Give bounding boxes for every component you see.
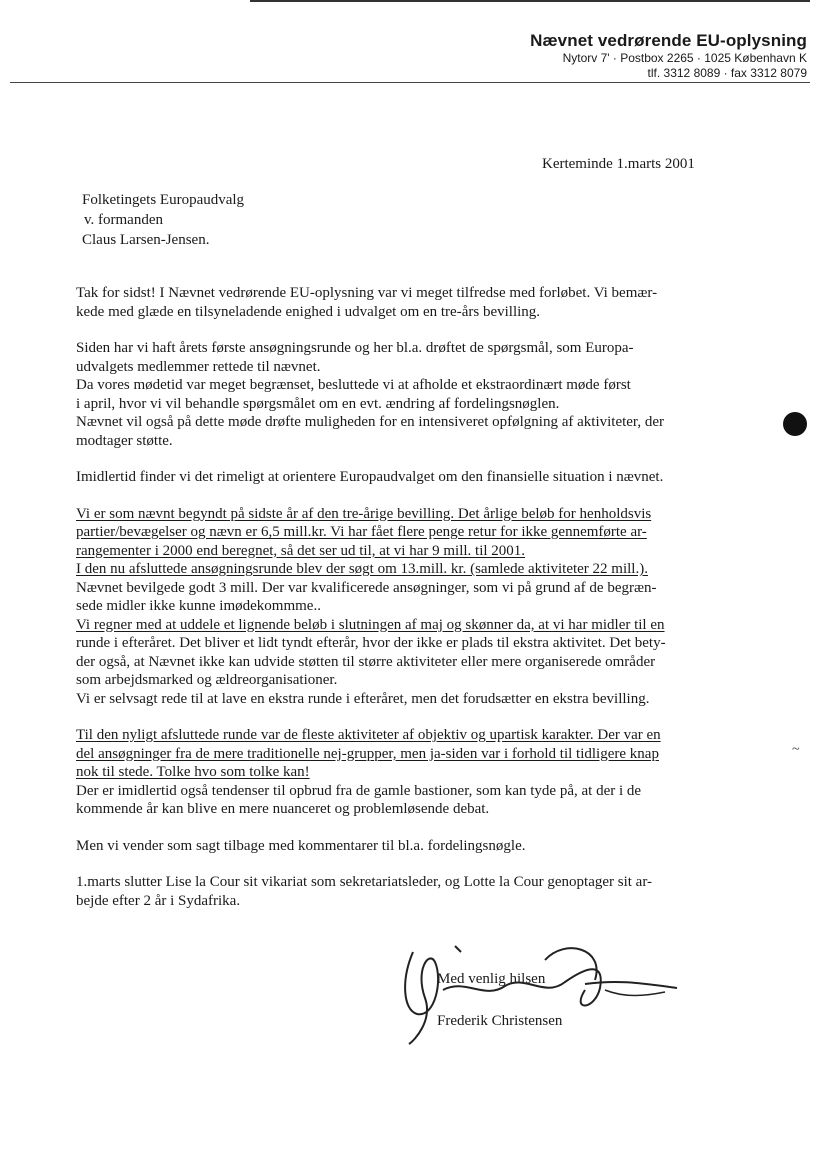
recipient-block bbox=[82, 190, 244, 250]
text-line: Vi er som nævnt begyndt på sidste år af den tre-årige bevilling. Det årlige beløb for henholdsvis bbox=[76, 505, 652, 522]
text-line: Til den nyligt afsluttede runde var de fleste aktiviteter af objektiv og upartisk karakter. Der var en bbox=[76, 727, 661, 743]
text-line: kede med glæde en tilsyneladende enighed i udvalget om en tre-års bevilling. bbox=[76, 303, 541, 320]
text-line: rangementer i 2000 end beregnet, så det ser ud til, at vi har 9 mill. til 2001. bbox=[76, 542, 526, 559]
scan-speck: ~ bbox=[792, 742, 800, 757]
text-line: 1.marts slutter Lise la Cour sit vikariat som sekretariatsleder, og Lotte la Cour genoptager sit ar- bbox=[76, 874, 653, 890]
org-address: Nytorv 7' · Postbox 2265 · 1025 København K bbox=[562, 51, 807, 65]
text-line: Siden har vi haft årets første ansøgningsrunde og her bl.a. drøftet de spørgsmål, som Europa- bbox=[76, 340, 634, 356]
text-line: Tak for sidst! I Nævnet vedrørende EU-oplysning var vi meget tilfredse med forløbet. Vi bemær- bbox=[76, 285, 658, 301]
text-line: Nævnet vil også på dette møde drøfte muligheden for en intensiveret opfølgning af aktiviteter, der bbox=[76, 414, 664, 430]
paragraph-1 bbox=[76, 284, 756, 321]
closing-greeting: Med venlig hilsen bbox=[437, 971, 546, 987]
text-line: Da vores mødetid var meget begrænset, besluttede vi at afholde et ekstraordinært møde først bbox=[76, 377, 631, 393]
text-line: kommende år kan blive en mere nuanceret og problemløsende debat. bbox=[76, 801, 490, 817]
text-line: bejde efter 2 år i Sydafrika. bbox=[76, 892, 241, 909]
paragraph-5 bbox=[76, 726, 756, 819]
paragraph-4 bbox=[76, 505, 756, 709]
signer-name: Frederik Christensen bbox=[437, 1013, 563, 1029]
top-edge-rule bbox=[250, 0, 810, 2]
text-line: Men vi vender som sagt tilbage med kommentarer til bl.a. fordelingsnøgle. bbox=[76, 837, 526, 854]
text-line: partier/bevægelser og nævn er 6,5 mill.kr. Vi har fået flere penge retur for ikke gennemførte ar- bbox=[76, 524, 647, 540]
org-name: Nævnet vedrørende EU-oplysning bbox=[530, 31, 807, 50]
text-line: I den nu afsluttede ansøgningsrunde blev der søgt om 13.mill. kr. (samlede aktiviteter 22 mill.). bbox=[76, 561, 648, 577]
text-line: del ansøgninger fra de mere traditionelle nej-grupper, men ja-siden var i forhold til tidligere knap bbox=[76, 745, 659, 762]
text-line: Der er imidlertid også tendenser til opbrud fra de gamle bastioner, som kan tyde på, at der i de bbox=[76, 782, 642, 799]
text-line: som arbejdsmarked og ældreorganisationer. bbox=[76, 672, 338, 688]
recipient-line-3: Claus Larsen-Jensen. bbox=[82, 232, 210, 248]
text-line: modtager støtte. bbox=[76, 432, 173, 449]
paragraph-6 bbox=[76, 837, 756, 856]
punch-hole-mark bbox=[783, 412, 807, 436]
letterhead bbox=[530, 31, 807, 81]
text-line: sede midler ikke kunne imødekommme.. bbox=[76, 598, 321, 614]
letter-date: Kerteminde 1.marts 2001 bbox=[542, 156, 695, 172]
text-line: udvalgets medlemmer rettede til nævnet. bbox=[76, 358, 321, 375]
recipient-line-2: v. formanden bbox=[84, 212, 163, 228]
text-line: Imidlertid finder vi det rimeligt at orientere Europaudvalget om den finansielle situation i nævnet. bbox=[76, 469, 664, 485]
text-line: Vi er selvsagt rede til at lave en ekstra runde i efteråret, men det forudsætter en ekstra bevilling. bbox=[76, 690, 650, 707]
text-line: i april, hvor vi vil behandle spørgsmålet om en evt. ændring af fordelingsnøglen. bbox=[76, 395, 560, 412]
text-line: runde i efteråret. Det bliver et lidt tyndt efterår, hvor der ikke er plads til ekstra aktivitet. Det bety- bbox=[76, 635, 666, 651]
text-line: nok til stede. Tolke hvo som tolke kan! bbox=[76, 764, 310, 780]
text-line: Nævnet bevilgede godt 3 mill. Der var kvalificerede ansøgninger, som vi på grund af de begræn- bbox=[76, 579, 657, 596]
recipient-line-1: Folketingets Europaudvalg bbox=[82, 192, 245, 208]
text-line: der også, at Nævnet ikke kan udvide støtten til større aktiviteter eller mere organiserede områder bbox=[76, 653, 656, 670]
text-line: Vi regner med at uddele et lignende beløb i slutningen af maj og skønner da, at vi har midler til en bbox=[76, 616, 665, 633]
letter-body bbox=[76, 284, 756, 926]
paragraph-2 bbox=[76, 339, 756, 450]
handwritten-signature bbox=[395, 940, 685, 1050]
letterhead-rule bbox=[10, 82, 810, 83]
paragraph-3 bbox=[76, 468, 756, 487]
paragraph-7 bbox=[76, 873, 756, 910]
org-phone-fax: tlf. 3312 8089 · fax 3312 8079 bbox=[647, 66, 807, 80]
